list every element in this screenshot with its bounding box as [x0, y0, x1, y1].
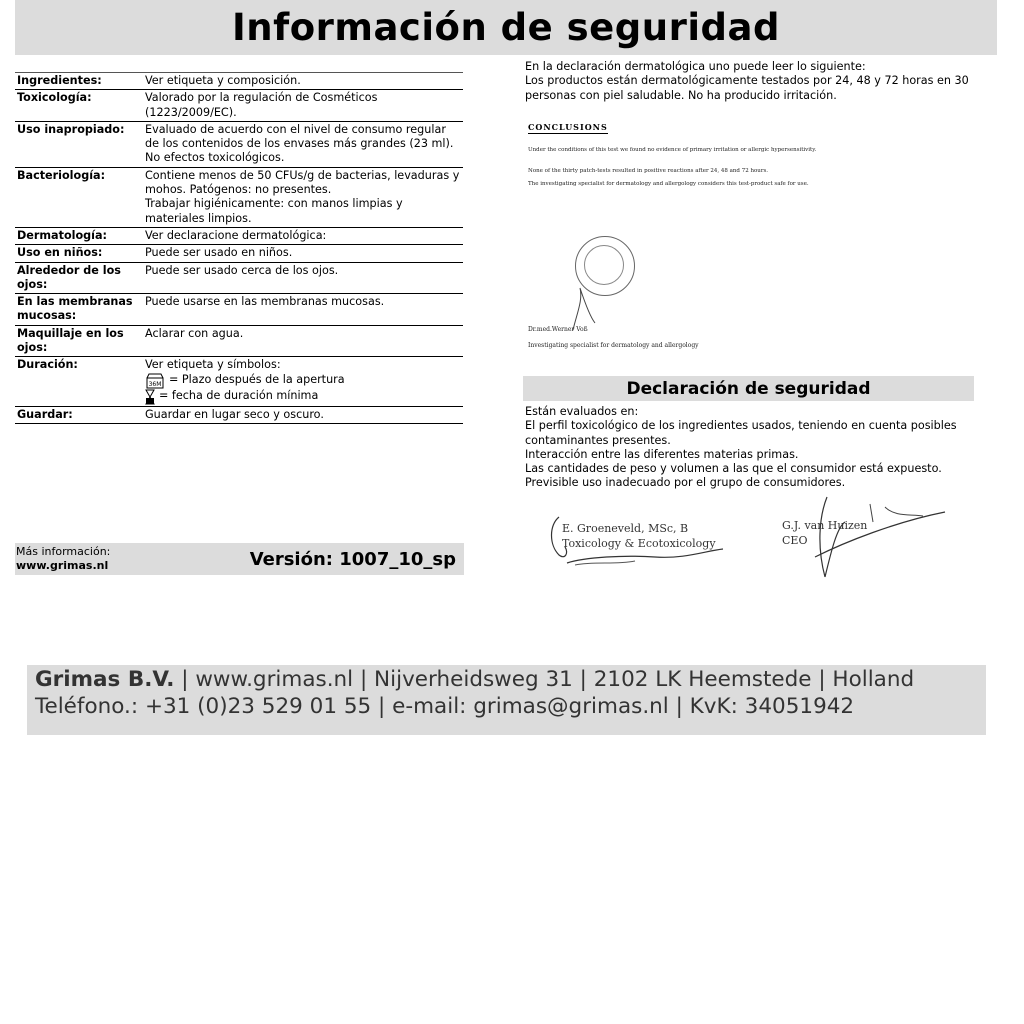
hourglass-icon [145, 389, 155, 405]
company-footer [27, 665, 986, 735]
row-value-line: Contiene menos de 50 CFUs/g de bacterias, levaduras y mohos. Patógenos: no presentes. [145, 168, 460, 197]
row-value-line: Puede ser usado cerca de los ojos. [145, 263, 339, 277]
signature-2-role: CEO [782, 534, 808, 547]
row-value-line: Valorado por la regulación de Cosméticos (1223/2009/EC). [145, 91, 378, 119]
scan-paragraph-2: None of the thirty patch-tests resulted in positive reactions after 24, 48 and 72 hours. [528, 168, 769, 174]
dermatology-line-2: Los productos están dermatológicamente testados por 24, 48 y 72 horas en 30 personas con piel saludable. No ha producido irritación. [525, 74, 969, 102]
declaration-line-2: El perfil toxicológico de los ingredientes usados, teniendo en cuenta posibles contaminantes presentes. [525, 419, 957, 447]
footer-line-1 [35, 666, 986, 693]
row-label: Ingredientes: [17, 74, 102, 87]
table-row [15, 357, 463, 406]
signature-2-name: G.J. van Huizen [782, 519, 868, 532]
hourglass-symbol-line [145, 389, 463, 405]
declaration-line-4: Las cantidades de peso y volumen a las que el consumidor está expuesto. [525, 462, 942, 476]
row-label: Duración: [17, 358, 78, 372]
scan-title: CONCLUSIONS [528, 122, 608, 132]
table-row [15, 294, 463, 326]
row-value-line: Guardar en lugar seco y oscuro. [145, 407, 324, 421]
more-info-bar [15, 543, 464, 575]
pao-icon-text: 36M [148, 380, 162, 388]
declaration-line-3: Interacción entre las diferentes materias primas. [525, 447, 799, 461]
row-value [143, 406, 463, 423]
signature-groeneveld [545, 505, 735, 575]
table-row [15, 245, 463, 262]
signature-1-name: E. Groeneveld, MSc, B [562, 522, 689, 535]
table-row [15, 227, 463, 244]
row-label: Uso inapropiado: [17, 122, 125, 136]
row-value [143, 262, 463, 294]
row-label: Dermatología: [17, 228, 108, 242]
table-row [15, 262, 463, 294]
row-value-line: Puede usarse en las membranas mucosas. [145, 295, 385, 309]
hourglass-text: = fecha de duración mínima [159, 389, 319, 403]
scan-paragraph-1: Under the conditions of this test we found no evidence of primary irritation or allergic hypersensitivity. [528, 147, 817, 153]
row-label: Alrededor de los ojos: [17, 263, 121, 291]
declaration-body [525, 405, 985, 491]
row-label: Maquillaje en los ojos: [17, 326, 124, 355]
website-link[interactable]: www.grimas.nl [16, 559, 109, 572]
scan-doctor-name: Dr.med.Werner Voß [528, 326, 588, 333]
row-value [143, 167, 463, 227]
signature-van-huizen [775, 492, 950, 582]
declaration-heading: Declaración de seguridad [523, 376, 974, 401]
table-row [15, 121, 463, 167]
table-row [15, 90, 463, 122]
row-label: Uso en niños: [17, 246, 103, 260]
dermatology-statement [525, 60, 975, 103]
scan-paragraph-3: The investigating specialist for dermatology and allergology considers this test-product safe for use. [528, 181, 809, 187]
row-value [143, 357, 463, 406]
table-row [15, 73, 463, 90]
row-value [143, 227, 463, 244]
row-label: En las membranas mucosas: [17, 295, 133, 323]
row-value-line: Trabajar higiénicamente: con manos limpias y materiales limpios. [145, 197, 403, 225]
row-value-line: Ver declaracione dermatológica: [145, 228, 327, 242]
page-title: Información de seguridad [232, 6, 780, 49]
row-value [143, 121, 463, 167]
row-label: Guardar: [17, 407, 73, 421]
row-value [143, 90, 463, 122]
declaration-line-5: Previsible uso inadecuado por el grupo de consumidores. [525, 476, 846, 490]
company-name: Grimas B.V. [35, 667, 175, 692]
pao-text: = Plazo después de la apertura [169, 373, 345, 387]
row-value-line: No efectos toxicológicos. [145, 151, 285, 165]
footer-address: | www.grimas.nl | Nijverheidsweg 31 | 2102 LK Heemstede | Holland [174, 667, 915, 692]
row-value [143, 325, 463, 357]
table-row [15, 406, 463, 423]
more-info [15, 545, 110, 573]
version-label: Versión: 1007_10_sp [249, 548, 456, 570]
period-after-opening-icon [145, 373, 165, 389]
scan-specialist: Investigating specialist for dermatology and allergology [528, 342, 699, 349]
table-row [15, 167, 463, 227]
row-value-line: Evaluado de acuerdo con el nivel de consumo regular de los contenidos de los envases más grandes (23 ml). [145, 122, 454, 151]
pao-symbol-line [145, 373, 463, 389]
dermatology-line-1: En la declaración dermatológica uno puede leer lo siguiente: [525, 60, 866, 73]
safety-info-table [15, 72, 463, 424]
signature-1-role: Toxicology & Ecotoxicology [562, 537, 716, 550]
row-value [143, 245, 463, 262]
row-value-line: Puede ser usado en niños. [145, 246, 293, 260]
row-value-line: Aclarar con agua. [145, 326, 244, 340]
footer-line-2: Teléfono.: +31 (0)23 529 01 55 | e-mail: grimas@grimas.nl | KvK: 34051942 [35, 694, 855, 719]
row-value-line: Ver etiqueta y símbolos: [145, 358, 281, 372]
table-row [15, 325, 463, 357]
declaration-line-1: Están evaluados en: [525, 405, 639, 418]
more-info-label: Más información: [16, 545, 111, 558]
row-label: Toxicología: [17, 91, 92, 105]
dermatology-certificate-scan [525, 118, 825, 363]
row-value-line: Ver etiqueta y composición. [145, 74, 301, 87]
row-value [143, 73, 463, 90]
row-label: Bacteriología: [17, 168, 106, 182]
row-value [143, 294, 463, 326]
title-bar [15, 0, 997, 55]
